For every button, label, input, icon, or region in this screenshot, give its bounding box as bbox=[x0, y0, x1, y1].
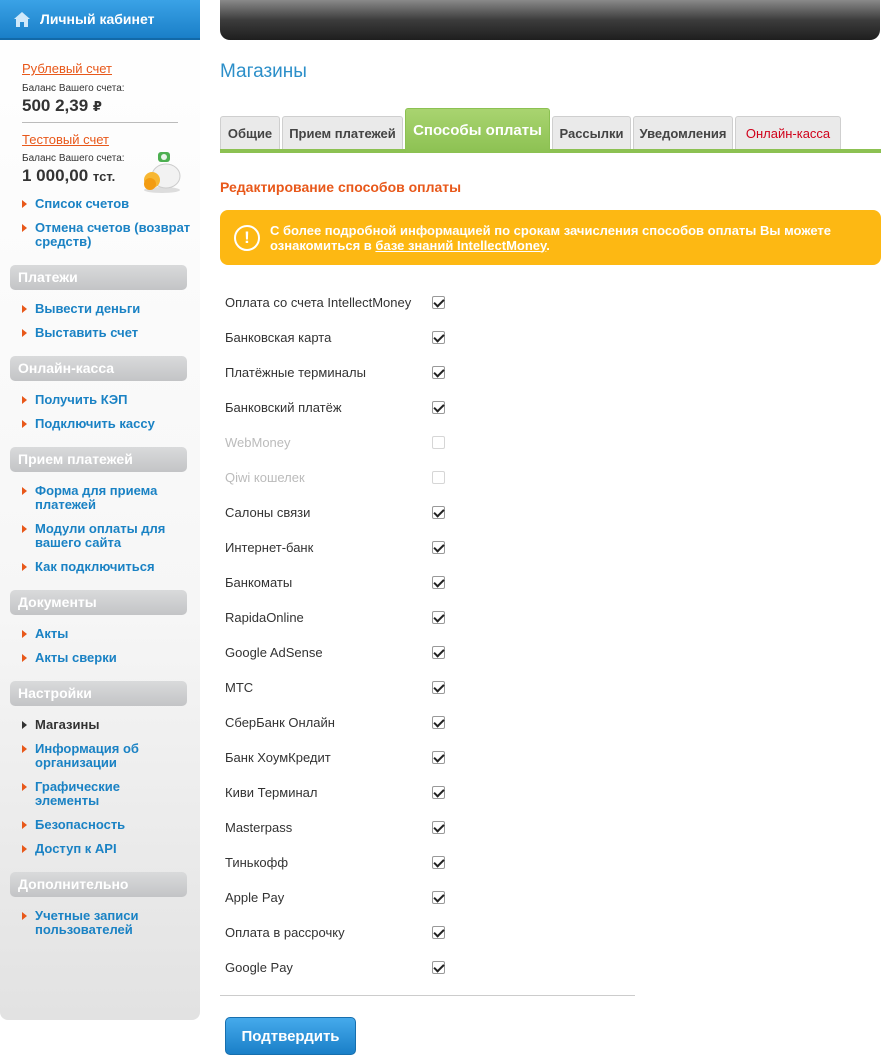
arrow-icon bbox=[22, 745, 27, 753]
arrow-icon bbox=[22, 224, 27, 232]
payment-method-row bbox=[225, 635, 445, 670]
arrow-icon bbox=[22, 654, 27, 662]
arrow-icon bbox=[22, 783, 27, 791]
arrow-icon bbox=[22, 396, 27, 404]
nav-item-label: Отмена счетов (возврат средств) bbox=[35, 220, 191, 249]
tabs-underline bbox=[220, 149, 881, 153]
payment-method-row bbox=[225, 460, 445, 495]
nav-payment-modules[interactable] bbox=[0, 522, 180, 550]
top-bar bbox=[220, 0, 880, 40]
nav-reconciliation[interactable] bbox=[0, 651, 117, 665]
payment-method-label: Платёжные терминалы bbox=[225, 365, 366, 380]
tab-general[interactable]: Общие bbox=[220, 116, 280, 149]
tabs bbox=[220, 106, 881, 153]
nav-acts[interactable] bbox=[0, 627, 117, 641]
payment-method-label: Киви Терминал bbox=[225, 785, 318, 800]
arrow-icon bbox=[22, 721, 27, 729]
nav-shops[interactable] bbox=[0, 718, 180, 732]
payments-list bbox=[0, 302, 140, 340]
payment-method-label: Банковский платёж bbox=[225, 400, 342, 415]
payment-method-label: Банк ХоумКредит bbox=[225, 750, 331, 765]
payment-method-label: СберБанк Онлайн bbox=[225, 715, 335, 730]
payment-method-label: WebMoney bbox=[225, 435, 291, 450]
payment-method-checkbox[interactable] bbox=[432, 751, 445, 764]
piggy-bank-icon bbox=[138, 150, 186, 194]
nav-item-label: Подключить кассу bbox=[35, 416, 155, 431]
payment-method-row bbox=[225, 775, 445, 810]
payment-method-row bbox=[225, 845, 445, 880]
payment-method-checkbox bbox=[432, 436, 445, 449]
payment-method-checkbox[interactable] bbox=[432, 401, 445, 414]
payment-method-checkbox[interactable] bbox=[432, 681, 445, 694]
section-payments: Платежи bbox=[10, 265, 187, 290]
payment-method-row bbox=[225, 670, 445, 705]
page-title: Магазины bbox=[220, 61, 307, 82]
payment-method-row bbox=[225, 320, 445, 355]
payment-method-checkbox[interactable] bbox=[432, 961, 445, 974]
payment-method-row bbox=[225, 425, 445, 460]
sidebar-header[interactable] bbox=[0, 0, 200, 40]
payment-method-checkbox[interactable] bbox=[432, 856, 445, 869]
nav-item-label: Акты bbox=[35, 626, 69, 641]
payment-method-label: Банковская карта bbox=[225, 330, 332, 345]
tab-mailings[interactable]: Рассылки bbox=[552, 116, 631, 149]
nav-item-label: Безопасность bbox=[35, 817, 126, 832]
arrow-icon bbox=[22, 305, 27, 313]
arrow-icon bbox=[22, 487, 27, 495]
settings-list bbox=[0, 718, 180, 856]
account-test-balance-label: Баланс Вашего счета: bbox=[22, 153, 125, 164]
payment-method-label: RapidaOnline bbox=[225, 610, 304, 625]
nav-item-label: Вывести деньги bbox=[35, 301, 141, 316]
payment-method-row bbox=[225, 740, 445, 775]
arrow-icon bbox=[22, 821, 27, 829]
payment-method-checkbox[interactable] bbox=[432, 611, 445, 624]
nav-item-label: Графические элементы bbox=[35, 779, 120, 808]
nav-item-label: Информация об организации bbox=[35, 741, 139, 770]
payment-method-checkbox[interactable] bbox=[432, 891, 445, 904]
account-rub-link[interactable]: Рублевый счет bbox=[22, 61, 112, 76]
payment-method-row bbox=[225, 495, 445, 530]
arrow-icon bbox=[22, 200, 27, 208]
nav-item-label: Учетные записи пользователей bbox=[35, 908, 139, 937]
payment-method-checkbox[interactable] bbox=[432, 576, 445, 589]
nav-org-info[interactable] bbox=[0, 742, 180, 770]
test-currency: тст. bbox=[92, 169, 116, 184]
tab-online-cash[interactable]: Онлайн-касса bbox=[735, 116, 841, 149]
payment-method-row bbox=[225, 565, 445, 600]
nav-item-label: Акты сверки bbox=[35, 650, 117, 665]
payment-method-row bbox=[225, 705, 445, 740]
nav-accounts-list[interactable] bbox=[0, 197, 200, 211]
nav-item-label: Форма для приема платежей bbox=[35, 483, 158, 512]
payment-method-label: Оплата со счета IntellectMoney bbox=[225, 295, 412, 310]
payment-method-checkbox[interactable] bbox=[432, 926, 445, 939]
divider bbox=[220, 995, 635, 996]
online-cash-list bbox=[0, 393, 155, 431]
payment-method-row bbox=[225, 390, 445, 425]
payment-method-checkbox[interactable] bbox=[432, 541, 445, 554]
payment-method-checkbox[interactable] bbox=[432, 786, 445, 799]
notice-text bbox=[270, 223, 881, 253]
notice-text-after: . bbox=[546, 237, 550, 253]
sidebar-title: Личный кабинет bbox=[40, 11, 155, 27]
arrow-icon bbox=[22, 630, 27, 638]
account-rub-balance bbox=[22, 96, 178, 116]
arrow-icon bbox=[22, 563, 27, 571]
arrow-icon bbox=[22, 845, 27, 853]
nav-item-label: Модули оплаты для вашего сайта bbox=[35, 521, 166, 550]
section-additional: Дополнительно bbox=[10, 872, 187, 897]
account-test-amount: 1 000,00 bbox=[22, 166, 89, 185]
payment-method-checkbox[interactable] bbox=[432, 716, 445, 729]
payment-method-checkbox[interactable] bbox=[432, 331, 445, 344]
nav-connect-cash[interactable] bbox=[0, 417, 155, 431]
nav-item-label: Выставить счет bbox=[35, 325, 139, 340]
payment-method-checkbox[interactable] bbox=[432, 646, 445, 659]
payment-method-label: Банкоматы bbox=[225, 575, 293, 590]
payment-method-checkbox[interactable] bbox=[432, 366, 445, 379]
tab-notifications[interactable]: Уведомления bbox=[633, 116, 733, 149]
accept-payments-list bbox=[0, 484, 180, 574]
nav-withdraw[interactable] bbox=[0, 302, 140, 316]
nav-item-label: Доступ к API bbox=[35, 841, 117, 856]
nav-item-label: Как подключиться bbox=[35, 559, 155, 574]
payment-method-checkbox[interactable] bbox=[432, 296, 445, 309]
section-online-cash: Онлайн-касса bbox=[10, 356, 187, 381]
payment-method-checkbox bbox=[432, 471, 445, 484]
nav-accounts-cancel[interactable] bbox=[0, 221, 200, 249]
payment-method-row bbox=[225, 530, 445, 565]
payment-method-checkbox[interactable] bbox=[432, 821, 445, 834]
documents-list bbox=[0, 627, 117, 665]
arrow-icon bbox=[22, 912, 27, 920]
info-notice bbox=[220, 210, 881, 265]
home-icon bbox=[14, 12, 30, 27]
tab-accept-payments[interactable]: Прием платежей bbox=[282, 116, 403, 149]
payment-method-row bbox=[225, 355, 445, 390]
payment-method-label: Интернет-банк bbox=[225, 540, 314, 555]
nav-item-label: Получить КЭП bbox=[35, 392, 128, 407]
nav-item-label: Список счетов bbox=[35, 196, 130, 211]
payment-method-label: Google AdSense bbox=[225, 645, 323, 660]
payment-method-row bbox=[225, 285, 445, 320]
payment-method-label: Google Pay bbox=[225, 960, 293, 975]
payment-method-label: Apple Pay bbox=[225, 890, 285, 905]
section-documents: Документы bbox=[10, 590, 187, 615]
payment-method-row bbox=[225, 600, 445, 635]
nav-how-to-connect[interactable] bbox=[0, 560, 180, 574]
payment-method-label: Masterpass bbox=[225, 820, 293, 835]
account-test-link[interactable]: Тестовый счет bbox=[22, 132, 109, 147]
account-rub-amount: 500 2,39 bbox=[22, 96, 89, 115]
nav-user-accounts[interactable] bbox=[0, 909, 170, 937]
arrow-icon bbox=[22, 420, 27, 428]
exclamation-icon: ! bbox=[234, 225, 260, 251]
account-links bbox=[0, 197, 200, 249]
arrow-icon bbox=[22, 525, 27, 533]
nav-payment-form[interactable] bbox=[0, 484, 180, 512]
nav-invoice[interactable] bbox=[0, 326, 140, 340]
payment-method-row bbox=[225, 915, 445, 950]
payment-method-row bbox=[225, 950, 445, 985]
payment-methods-list bbox=[225, 285, 445, 985]
nav-item-label: Магазины bbox=[35, 717, 100, 732]
payment-method-label: Тинькофф bbox=[225, 855, 289, 870]
divider bbox=[22, 122, 178, 123]
account-rub-balance-label: Баланс Вашего счета: bbox=[22, 83, 125, 94]
knowledge-base-link[interactable]: базе знаний IntellectMoney bbox=[375, 237, 547, 253]
payment-method-label: Салоны связи bbox=[225, 505, 311, 520]
confirm-button[interactable]: Подтвердить bbox=[225, 1017, 356, 1055]
payment-method-checkbox[interactable] bbox=[432, 506, 445, 519]
tab-payment-methods[interactable]: Способы оплаты bbox=[405, 108, 550, 153]
payment-method-label: МТС bbox=[225, 680, 254, 695]
arrow-icon bbox=[22, 329, 27, 337]
nav-api-access[interactable] bbox=[0, 842, 180, 856]
nav-security[interactable] bbox=[0, 818, 180, 832]
sidebar bbox=[0, 0, 200, 1020]
payment-method-label: Qiwi кошелек bbox=[225, 470, 305, 485]
payment-method-row bbox=[225, 810, 445, 845]
section-title: Редактирование способов оплаты bbox=[220, 179, 462, 195]
nav-get-kep[interactable] bbox=[0, 393, 155, 407]
payment-method-label: Оплата в рассрочку bbox=[225, 925, 345, 940]
ruble-currency: ₽ bbox=[92, 99, 102, 114]
section-settings: Настройки bbox=[10, 681, 187, 706]
additional-list bbox=[0, 909, 170, 937]
payment-method-row bbox=[225, 880, 445, 915]
nav-graphics[interactable] bbox=[0, 780, 180, 808]
notice-text-before: С более подробной информацией по срокам зачисления способов оплаты Вы можете ознакомиться в bbox=[270, 222, 832, 253]
section-accept-payments: Прием платежей bbox=[10, 447, 187, 472]
